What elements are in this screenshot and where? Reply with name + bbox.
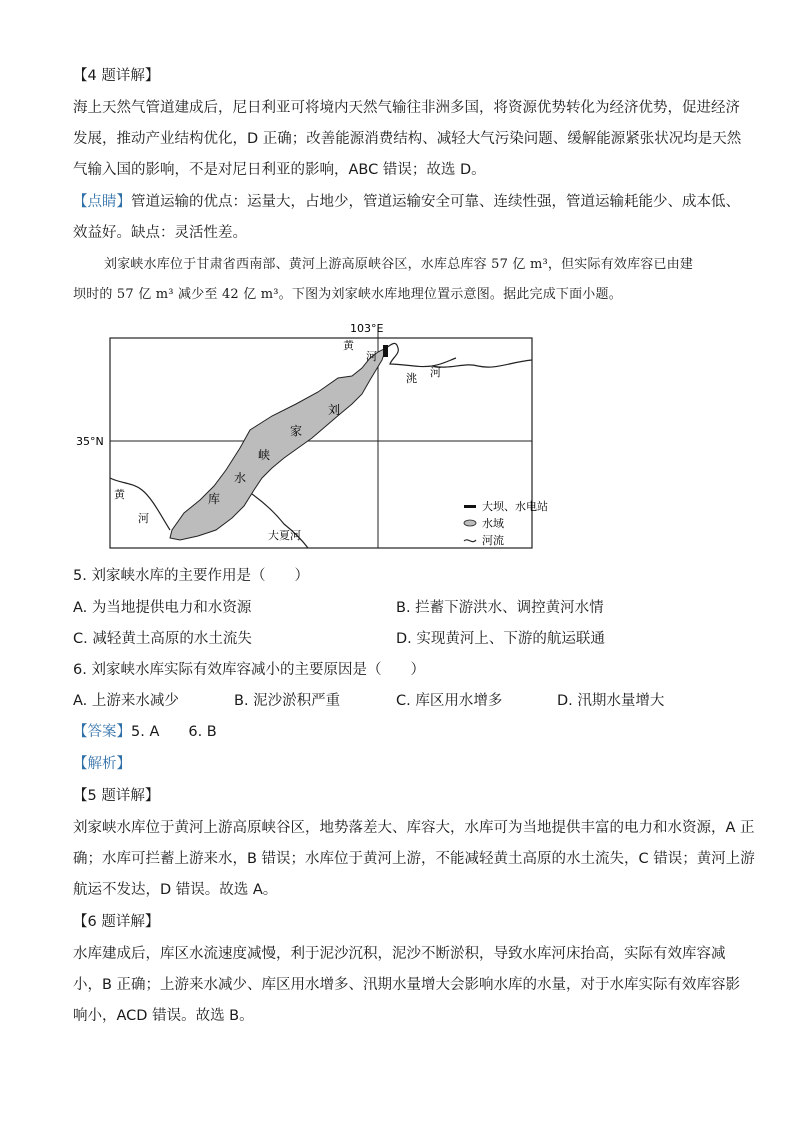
q5-detail-line-2: 确；水库可拦蓄上游来水，B 错误；水库位于黄河上游，不能减轻黄土高原的水土流失，C 错误；黄河上游 bbox=[73, 851, 755, 867]
q5-option-d: D. 实现黄河上、下游的航运联通 bbox=[396, 631, 605, 647]
legend-river-label: 河流 bbox=[482, 534, 504, 547]
q4-heading: 【4 题详解】 bbox=[73, 68, 160, 84]
reservoir-char-2: 家 bbox=[290, 424, 303, 438]
huanghe-left-char-2: 河 bbox=[138, 512, 149, 525]
legend-water-icon bbox=[464, 520, 476, 526]
tip-paragraph bbox=[73, 192, 740, 212]
q5-option-b: B. 拦蓄下游洪水、调控黄河水情 bbox=[396, 600, 604, 616]
huanghe-upper-char-2: 河 bbox=[366, 350, 377, 363]
reservoir-char-1: 刘 bbox=[328, 403, 341, 417]
q6-option-a: A. 上游来水减少 bbox=[73, 693, 179, 709]
daxiahe-label: 大夏河 bbox=[268, 529, 301, 542]
q6-option-d: D. 汛期水量增大 bbox=[557, 693, 665, 709]
tip-text-line-2: 效益好。缺点：灵活性差。 bbox=[73, 225, 247, 241]
reservoir-char-3: 峡 bbox=[258, 448, 271, 462]
legend-water-label: 水域 bbox=[482, 517, 504, 530]
q5-option-a: A. 为当地提供电力和水资源 bbox=[73, 600, 252, 616]
q6-option-c: C. 库区用水增多 bbox=[396, 693, 503, 709]
q5-detail-heading: 【5 题详解】 bbox=[73, 788, 160, 804]
q4-text-line-3: 气输入国的影响，不是对尼日利亚的影响，ABC 错误；故选 D。 bbox=[73, 162, 486, 178]
taohe-char-2: 河 bbox=[430, 366, 441, 379]
dam-icon bbox=[383, 345, 388, 357]
q6-detail-line-2: 小，B 正确；上游来水减少、库区用水增多、汛期水量增大会影响水库的水量，对于水库实际有效库容影 bbox=[73, 977, 741, 993]
q4-text-line-2: 发展，推动产业结构优化，D 正确；改善能源消费结构、减轻大气污染问题、缓解能源紧张状况均是天然 bbox=[73, 131, 742, 147]
legend-dam-icon bbox=[464, 505, 476, 508]
reservoir-char-5: 库 bbox=[208, 492, 221, 506]
taohe-char-1: 洮 bbox=[406, 372, 417, 385]
q6-detail-line-3: 响小，ACD 错误。故选 B。 bbox=[73, 1008, 254, 1024]
answer-label: 【答案】 bbox=[73, 724, 131, 740]
q6-detail-heading: 【6 题详解】 bbox=[73, 914, 160, 930]
q6-stem: 6. 刘家峡水库实际有效库容减小的主要原因是（ ） bbox=[73, 662, 425, 678]
huanghe-upper-char-1: 黄 bbox=[343, 339, 354, 352]
tip-label: 【点睛】 bbox=[73, 194, 131, 210]
longitude-label: 103°E bbox=[350, 322, 384, 335]
q5-stem: 5. 刘家峡水库的主要作用是（ ） bbox=[73, 568, 309, 584]
q5-detail-line-1: 刘家峡水库位于黄河上游高原峡谷区，地势落差大、库容大，水库可为当地提供丰富的电力和水资源，A 正 bbox=[73, 820, 755, 836]
q4-text-line-1: 海上天然气管道建成后，尼日利亚可将境内天然气输往非洲多国，将资源优势转化为经济优势，促进经济 bbox=[73, 100, 740, 116]
legend-dam-label: 大坝、水电站 bbox=[482, 500, 548, 513]
reservoir-char-4: 水 bbox=[234, 471, 247, 485]
latitude-label: 35°N bbox=[76, 435, 104, 448]
intro-line-2: 坝时的 57 亿 m³ 减少至 42 亿 m³。下图为刘家峡水库地理位置示意图。据此完成下面小题。 bbox=[73, 287, 622, 302]
q5-option-c: C. 减轻黄土高原的水土流失 bbox=[73, 631, 252, 647]
q6-option-b: B. 泥沙淤积严重 bbox=[234, 693, 341, 709]
q6-detail-line-1: 水库建成后，库区水流速度减慢，利于泥沙沉积，泥沙不断淤积，导致水库河床抬高，实际有效库容减 bbox=[73, 946, 726, 962]
reservoir-location-map bbox=[76, 318, 580, 558]
tip-text-line-1: 管道运输的优点：运量大，占地少，管道运输安全可靠、连续性强，管道运输耗能少、成本低、 bbox=[131, 194, 740, 210]
q5-detail-line-3: 航运不发达，D 错误。故选 A。 bbox=[73, 882, 278, 898]
answer-value: 5. A 6. B bbox=[131, 724, 217, 740]
answer-line bbox=[73, 722, 217, 742]
huanghe-left-char-1: 黄 bbox=[114, 488, 125, 501]
map-frame bbox=[110, 338, 532, 548]
analysis-label: 【解析】 bbox=[73, 756, 131, 772]
intro-line-1: 刘家峡水库位于甘肃省西南部、黄河上游高原峡谷区，水库总库容 57 亿 m³，但实际有效库容已由建 bbox=[104, 257, 694, 272]
